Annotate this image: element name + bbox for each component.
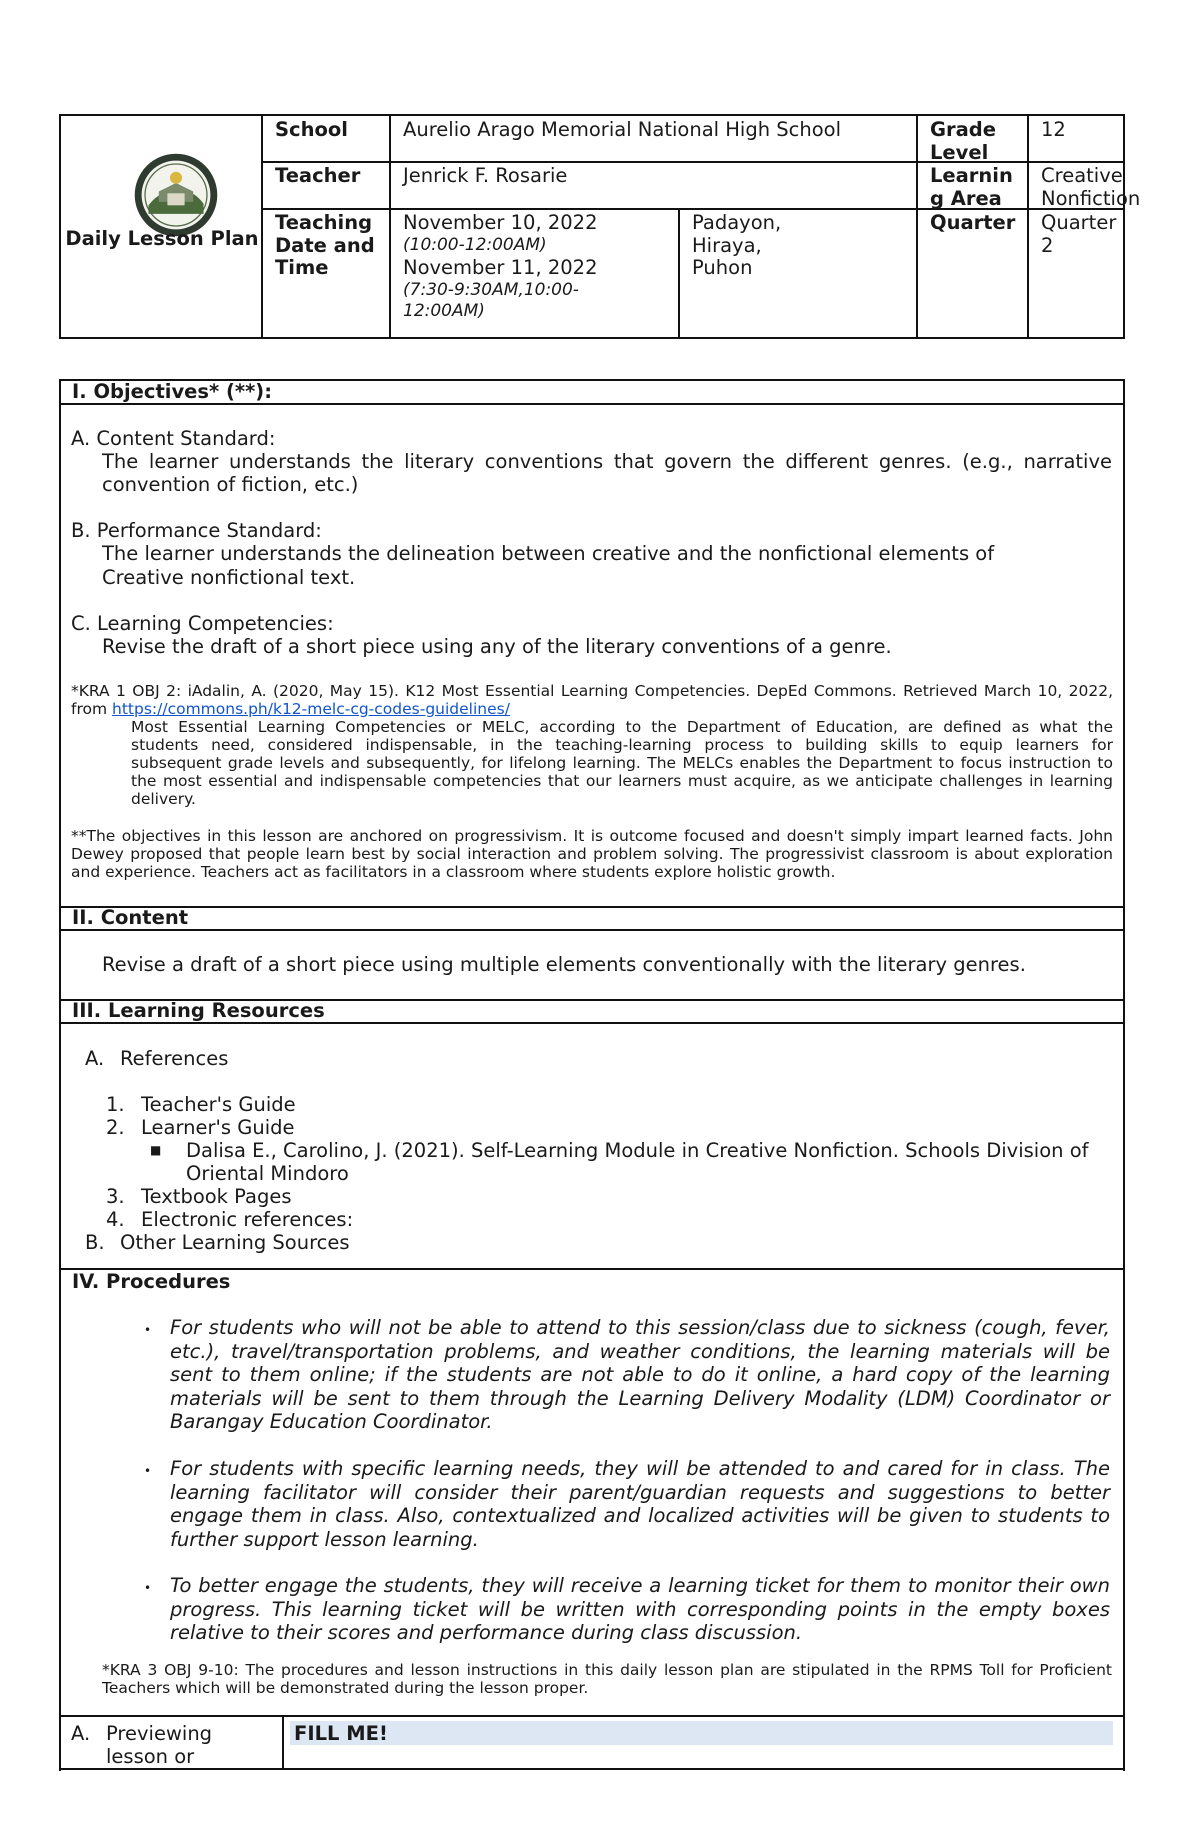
procedures-heading: IV. Procedures xyxy=(72,1270,231,1293)
progressivism-note-1: **The objectives in this lesson are anchored on progressivism. It is outcome focused and doesn't simply impart learned facts. John xyxy=(71,827,1113,845)
plan-title: Daily Lesson Plan xyxy=(65,227,259,250)
references-label: References xyxy=(120,1047,229,1070)
performance-standard-text-2: Creative nonfictional text. xyxy=(102,566,356,589)
kra1-citation-cont: from https://commons.ph/k12-melc-cg-codes-guidelines/ xyxy=(71,700,510,718)
content-standard-text-2: convention of fiction, etc.) xyxy=(102,473,359,496)
procedure-learning-needs: For students with specific learning needs, they will be attended to and cared for in class. The learning facilitator will consider their parent/guardian requests and suggestions to better engage them in class. Also, contextualized and localized activities will be given to students to further support lesson learning. xyxy=(170,1457,1110,1551)
teaching-time-1: (10:00-12:00AM) xyxy=(403,235,547,255)
bullet-icon: • xyxy=(144,1323,152,1337)
learning-competencies-label: C. Learning Competencies: xyxy=(71,612,334,635)
school-label: School xyxy=(275,118,348,141)
teacher-value: Jenrick F. Rosarie xyxy=(403,164,568,187)
melc-text-4: the most essential and indispensable competencies that our learners must acquire, as we anticipate challenges in learning xyxy=(131,772,1113,790)
melc-text-5: delivery. xyxy=(131,790,196,808)
learning-resources-heading: III. Learning Resources xyxy=(72,999,325,1022)
content-standard-label: A. Content Standard: xyxy=(71,427,276,450)
list-number: 3. xyxy=(106,1185,125,1208)
activity-letter: A. xyxy=(71,1722,91,1745)
teachers-guide: Teacher's Guide xyxy=(141,1093,296,1116)
bullet-icon: • xyxy=(144,1464,152,1478)
melc-text-3: subsequent grade levels and subsequently, for lifelong learning. The MELCs enables the Department to focus instruction to xyxy=(131,754,1113,772)
list-number: 2. xyxy=(106,1116,125,1139)
list-number: 4. xyxy=(106,1208,125,1231)
fill-me-field[interactable] xyxy=(290,1721,1113,1745)
list-number: 1. xyxy=(106,1093,125,1116)
teaching-date-1: November 10, 2022 xyxy=(403,211,598,234)
bullet-icon: • xyxy=(144,1581,152,1595)
content-standard-text-1: The learner understands the literary conventions that govern the different genres. (e.g., narrative xyxy=(102,450,1112,473)
kra3-note-2: Teachers which will be demonstrated during the lesson proper. xyxy=(102,1679,589,1697)
other-sources-letter: B. xyxy=(85,1231,105,1254)
learning-area-value: Creative Nonfiction xyxy=(1041,164,1141,210)
references-letter: A. xyxy=(85,1047,105,1070)
textbook-pages: Textbook Pages xyxy=(141,1185,292,1208)
fill-me-text: FILL ME! xyxy=(294,1722,388,1745)
module-reference-1: Dalisa E., Carolino, J. (2021). Self-Learning Module in Creative Nonfiction. Schools Division of xyxy=(186,1139,1089,1162)
learning-competencies-text: Revise the draft of a short piece using any of the literary conventions of a genre. xyxy=(102,635,892,658)
melc-guidelines-link[interactable]: https://commons.ph/k12-melc-cg-codes-guidelines/ xyxy=(112,700,510,718)
school-seal-logo xyxy=(133,152,219,238)
teaching-date-label: Teaching Date and Time xyxy=(275,211,375,279)
activity-label-2: lesson or xyxy=(106,1745,195,1768)
module-reference-2: Oriental Mindoro xyxy=(186,1162,349,1185)
school-value: Aurelio Arago Memorial National High School xyxy=(403,118,842,141)
quarter-value: Quarter 2 xyxy=(1041,211,1117,257)
content-heading: II. Content xyxy=(72,906,189,929)
progressivism-note-2: Dewey proposed that people learn best by social interaction and problem solving. The progressivist classroom is about exploration xyxy=(71,845,1113,863)
melc-text-1: Most Essential Learning Competencies or MELC, according to the Department of Education, are defined as what the xyxy=(131,718,1113,736)
motto: Padayon, Hiraya, Puhon xyxy=(692,211,782,279)
electronic-references: Electronic references: xyxy=(141,1208,354,1231)
content-text: Revise a draft of a short piece using multiple elements conventionally with the literary genres. xyxy=(102,953,1026,976)
square-bullet-icon: ■ xyxy=(150,1143,162,1157)
procedure-absent-students: For students who will not be able to attend to this session/class due to sickness (cough, fever, etc.), travel/transportation problems, and weather conditions, the learning materials will be sent to them online; if the students are not able to do it online, a hard copy of the learning materials will be sent to them through the Learning Delivery Modality (LDM) Coordinator or Barangay Education Coordinator. xyxy=(170,1316,1110,1433)
objectives-heading: I. Objectives* (**): xyxy=(72,380,273,403)
learning-area-label: Learning Area xyxy=(930,164,1013,210)
melc-text-2: students need, considered indispensable, in the teaching-learning process to building skills to equip learners for xyxy=(131,736,1113,754)
quarter-label: Quarter xyxy=(930,211,1016,234)
procedure-learning-ticket: To better engage the students, they will receive a learning ticket for them to monitor their own progress. This learning ticket will be written with corresponding points in the empty boxes relative to their scores and performance during class discussion. xyxy=(170,1574,1110,1644)
header-table xyxy=(59,114,1141,339)
teaching-date-2: November 11, 2022 xyxy=(403,256,598,279)
activity-label-1: Previewing xyxy=(106,1722,213,1745)
teacher-label: Teacher xyxy=(275,164,361,187)
learners-guide: Learner's Guide xyxy=(141,1116,295,1139)
kra1-citation: *KRA 1 OBJ 2: iAdalin, A. (2020, May 15). K12 Most Essential Learning Competencies. DepEd Commons. Retrieved March 10, 2022, xyxy=(71,682,1113,700)
other-learning-sources: Other Learning Sources xyxy=(120,1231,350,1254)
progressivism-note-3: and experience. Teachers act as facilitators in a classroom where students explore holistic growth. xyxy=(71,863,836,881)
teaching-time-2: (7:30-9:30AM,10:00-12:00AM) xyxy=(403,280,579,321)
grade-level-value: 12 xyxy=(1041,118,1066,141)
performance-standard-label: B. Performance Standard: xyxy=(71,519,322,542)
grade-level-label: Grade Level xyxy=(930,118,996,164)
kra3-note-1: *KRA 3 OBJ 9-10: The procedures and lesson instructions in this daily lesson plan are stipulated in the RPMS Toll for Proficient xyxy=(102,1661,1112,1679)
performance-standard-text-1: The learner understands the delineation between creative and the nonfictional elements of xyxy=(102,542,995,565)
